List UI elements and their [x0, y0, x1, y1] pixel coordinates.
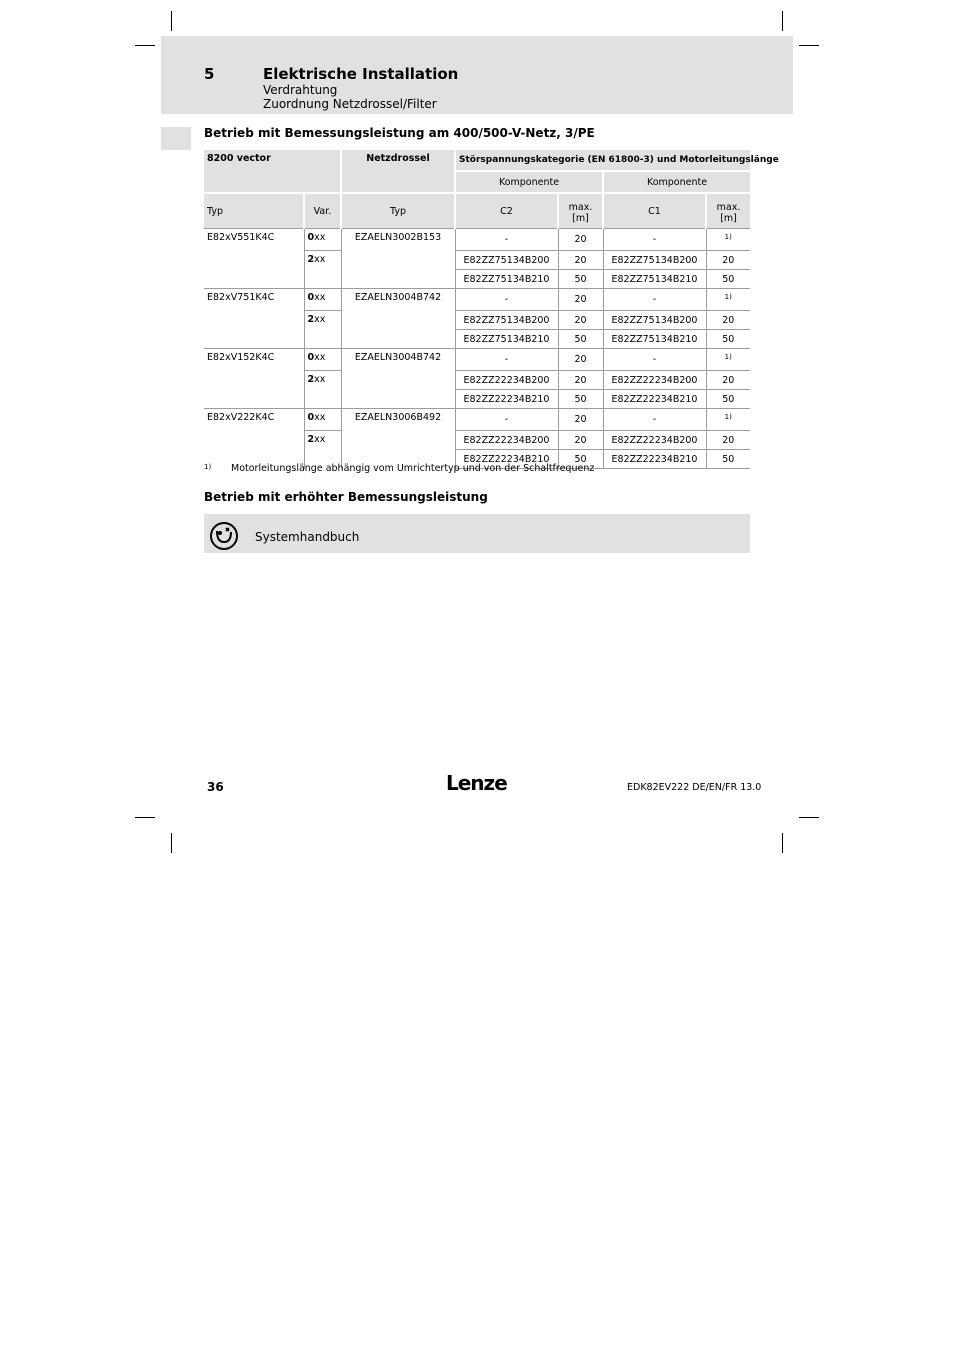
var-digit: 0 [307, 232, 315, 243]
max-c1-value: 50 [722, 393, 735, 405]
cell-max-c2: 50 [558, 450, 603, 469]
cell-c2: - [455, 349, 558, 371]
header-band [161, 36, 793, 114]
section-title: Betrieb mit Bemessungsleistung am 400/500-V-Netz, 3/PE [204, 126, 595, 140]
cell-var [304, 349, 341, 371]
var-digit: 0 [307, 292, 315, 303]
max-c1-value: 1) [724, 233, 732, 241]
chapter-subtitle-2: Zuordnung Netzdrossel/Filter [263, 97, 437, 111]
cell-max-c2: 20 [558, 251, 603, 270]
cell-var [304, 371, 341, 409]
var-suffix: xx [314, 254, 326, 265]
table-row [204, 229, 750, 251]
cell-max-c2: 50 [558, 390, 603, 409]
cell-c1: - [603, 289, 706, 311]
var-digit: 0 [307, 352, 315, 363]
cell-c1: E82ZZ22234B200 [603, 431, 706, 450]
var-digit: 2 [307, 374, 315, 385]
cell-choke: EZAELN3004B742 [341, 349, 455, 409]
footnote-text: Motorleitungslänge abhängig vom Umrichtertyp und von der Schaltfrequenz [231, 463, 595, 474]
side-tab [161, 127, 191, 150]
cell-c1: E82ZZ22234B210 [603, 450, 706, 469]
cell-max-c2: 20 [558, 311, 603, 330]
max-c1-value: 20 [722, 254, 735, 266]
cell-c2: E82ZZ22234B200 [455, 431, 558, 450]
max-c1-value: 50 [722, 273, 735, 285]
cell-c1: - [603, 349, 706, 371]
cell-c1: E82ZZ75134B210 [603, 330, 706, 349]
cell-typ: E82xV222K4C [204, 409, 304, 469]
var-digit: 2 [307, 314, 315, 325]
cell-max-c1 [706, 229, 750, 251]
cell-choke: EZAELN3006B492 [341, 409, 455, 469]
table-row [204, 289, 750, 311]
cell-c2: - [455, 289, 558, 311]
cell-var [304, 251, 341, 289]
cell-max-c2: 50 [558, 270, 603, 289]
cell-max-c1 [706, 311, 750, 330]
var-suffix: xx [314, 374, 326, 385]
header-komponente-c1: Komponente [603, 171, 750, 193]
cell-max-c1 [706, 409, 750, 431]
cell-max-c2: 20 [558, 431, 603, 450]
cell-var [304, 229, 341, 251]
max-c1-value: 1) [724, 353, 732, 361]
header-max-c2: max. [m] [558, 193, 603, 229]
cell-choke: EZAELN3002B153 [341, 229, 455, 289]
cell-max-c1 [706, 450, 750, 469]
cell-c2: - [455, 409, 558, 431]
cell-max-c2: 50 [558, 330, 603, 349]
crop-mark [799, 817, 819, 818]
footnote-mark: 1) [204, 463, 212, 471]
max-c1-value: 50 [722, 333, 735, 345]
cell-c2: E82ZZ75134B210 [455, 330, 558, 349]
header-typ: Typ [204, 193, 304, 229]
cell-max-c2: 20 [558, 289, 603, 311]
cell-max-c2: 20 [558, 229, 603, 251]
max-c1-value: 1) [724, 293, 732, 301]
max-c1-value: 20 [722, 314, 735, 326]
var-suffix: xx [314, 434, 326, 445]
cell-max-c1 [706, 371, 750, 390]
note-text: Systemhandbuch [255, 530, 360, 544]
max-c1-value: 1) [724, 413, 732, 421]
cell-typ: E82xV551K4C [204, 229, 304, 289]
header-choke-typ: Typ [341, 193, 455, 229]
cell-max-c2: 20 [558, 349, 603, 371]
var-digit: 2 [307, 254, 315, 265]
header-8200-vector: 8200 vector [204, 150, 341, 193]
cell-max-c1 [706, 390, 750, 409]
crop-mark [171, 833, 172, 853]
chapter-title: Elektrische Installation [263, 65, 459, 83]
max-c1-value: 50 [722, 453, 735, 465]
section-title-2: Betrieb mit erhöhter Bemessungsleistung [204, 490, 488, 504]
cell-c2: E82ZZ22234B210 [455, 390, 558, 409]
header-var: Var. [304, 193, 341, 229]
crop-mark [782, 11, 783, 31]
table-row [204, 409, 750, 431]
chapter-subtitle-1: Verdrahtung [263, 83, 338, 97]
cell-max-c1 [706, 289, 750, 311]
crop-mark [135, 45, 155, 46]
cell-c1: E82ZZ22234B210 [603, 390, 706, 409]
cell-var [304, 311, 341, 349]
var-digit: 2 [307, 434, 315, 445]
cell-c1: - [603, 409, 706, 431]
cell-c2: E82ZZ75134B210 [455, 270, 558, 289]
cell-c1: E82ZZ75134B210 [603, 270, 706, 289]
cell-c2: E82ZZ22234B210 [455, 450, 558, 469]
var-digit: 0 [307, 412, 315, 423]
var-suffix: xx [314, 314, 326, 325]
cell-max-c1 [706, 270, 750, 289]
cell-c1: E82ZZ75134B200 [603, 251, 706, 270]
header-netzdrossel: Netzdrossel [341, 150, 455, 193]
cell-choke: EZAELN3004B742 [341, 289, 455, 349]
cell-max-c1 [706, 349, 750, 371]
cell-max-c2: 20 [558, 409, 603, 431]
cell-max-c1 [706, 431, 750, 450]
cell-c1: E82ZZ22234B200 [603, 371, 706, 390]
chapter-number: 5 [204, 65, 215, 83]
manual-reference-icon [209, 521, 239, 551]
brand-logo: Lenze [446, 771, 507, 795]
var-suffix: xx [314, 232, 326, 243]
crop-mark [799, 45, 819, 46]
cell-c1: E82ZZ75134B200 [603, 311, 706, 330]
cell-c2: E82ZZ75134B200 [455, 311, 558, 330]
cell-max-c1 [706, 330, 750, 349]
cell-typ: E82xV152K4C [204, 349, 304, 409]
crop-mark [135, 817, 155, 818]
cell-max-c2: 20 [558, 371, 603, 390]
crop-mark [782, 833, 783, 853]
cell-c2: E82ZZ75134B200 [455, 251, 558, 270]
max-c1-value: 20 [722, 434, 735, 446]
header-komponente-c2: Komponente [455, 171, 603, 193]
page-number: 36 [207, 780, 224, 794]
header-c2: C2 [455, 193, 558, 229]
var-suffix: xx [314, 292, 326, 303]
header-max-c1: max. [m] [706, 193, 750, 229]
cell-typ: E82xV751K4C [204, 289, 304, 349]
header-c1: C1 [603, 193, 706, 229]
cell-var [304, 409, 341, 431]
cell-c2: E82ZZ22234B200 [455, 371, 558, 390]
table-row [204, 349, 750, 371]
crop-mark [171, 11, 172, 31]
document-id: EDK82EV222 DE/EN/FR 13.0 [627, 782, 762, 793]
header-emc-category: Störspannungskategorie (EN 61800-3) und Motorleitungslänge [455, 150, 750, 171]
var-suffix: xx [314, 412, 326, 423]
cell-max-c1 [706, 251, 750, 270]
var-suffix: xx [314, 352, 326, 363]
assignment-table [204, 150, 779, 469]
cell-c1: - [603, 229, 706, 251]
max-c1-value: 20 [722, 374, 735, 386]
cell-c2: - [455, 229, 558, 251]
cell-var [304, 289, 341, 311]
